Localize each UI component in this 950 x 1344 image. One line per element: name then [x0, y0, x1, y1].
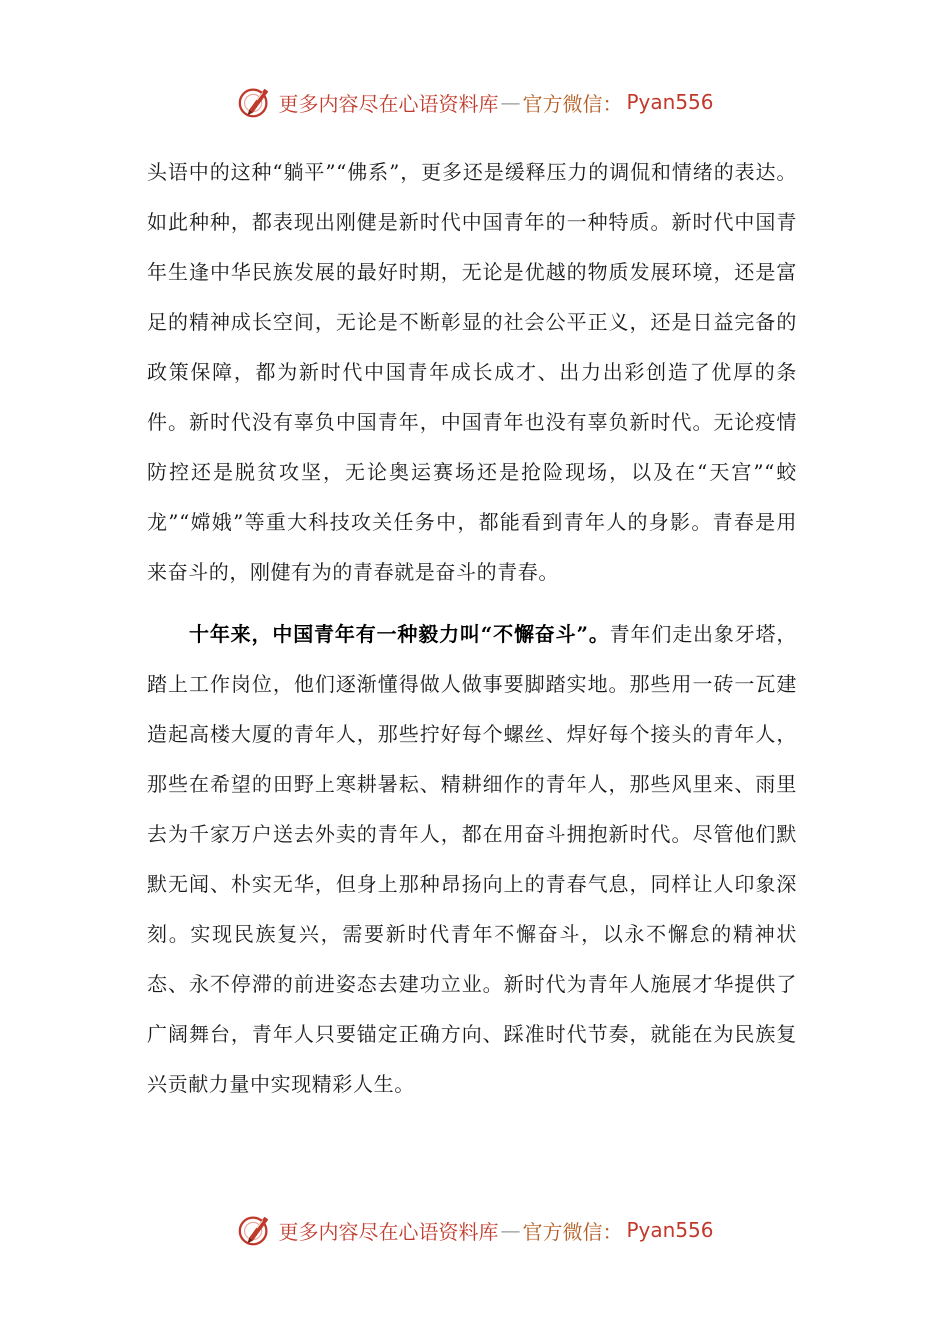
footer-banner-wechat-label: 官方微信：: [522, 1219, 623, 1244]
footer-banner-separator: —: [500, 1218, 521, 1242]
paragraph-2-body: 青年们走出象牙塔，踏上工作岗位，他们逐渐懂得做人做事要脚踏实地。那些用一砖一瓦建造起高楼大厦的青年人，那些拧好每个螺丝、焊好每个接头的青年人，那些在希望的田野上寒耕暑耘、精耕细作的青年人，那些风里来、雨里去为千家万户送去外卖的青年人，都在用奋斗拥抱新时代。尽管他们默默无闻、朴实无华，但身上那种昂扬向上的青春气息，同样让人印象深刻。实现民族复兴，需要新时代青年不懈奋斗，以永不懈怠的精神状态、永不停滞的前进姿态去建功立业。新时代为青年人施展才华提供了广阔舞台，青年人只要锚定正确方向、踩准时代节奏，就能在为民族复兴贡献力量中实现精彩人生。: [147, 622, 797, 1096]
footer-banner: [0, 1208, 950, 1252]
footer-banner-title: 更多内容尽在心语资料库: [278, 1219, 499, 1244]
paragraph-2-lead: 十年来，中国青年有一种毅力叫“不懈奋斗”。: [189, 622, 610, 646]
banner-wechat-id: Pyan556: [626, 90, 714, 114]
paragraph-1: 头语中的这种“躺平”“佛系”，更多还是缓释压力的调侃和情绪的表达。如此种种，都表现出刚健是新时代中国青年的一种特质。新时代中国青年生逢中华民族发展的最好时期，无论是优越的物质发展环境，还是富足的精神成长空间，无论是不断彰显的社会公平正义，还是日益完备的政策保障，都为新时代中国青年成长成才、出力出彩创造了优厚的条件。新时代没有辜负中国青年，中国青年也没有辜负新时代。无论疫情防控还是脱贫攻坚，无论奥运赛场还是抢险现场，以及在“天宫”“蛟龙”“嫦娥”等重大科技攻关任务中，都能看到青年人的身影。青春是用来奋斗的，刚健有为的青春就是奋斗的青春。: [147, 160, 797, 584]
paragraph-2: [147, 609, 797, 1109]
pen-nib-logo-icon: [236, 83, 274, 121]
banner-separator: —: [500, 90, 521, 114]
banner-wechat-label: 官方微信：: [522, 91, 623, 116]
banner-title: 更多内容尽在心语资料库: [278, 91, 499, 116]
header-banner: [0, 80, 950, 124]
footer-banner-wechat-id: Pyan556: [626, 1218, 714, 1242]
pen-nib-logo-icon: [236, 1211, 274, 1249]
document-body: [147, 147, 797, 1109]
